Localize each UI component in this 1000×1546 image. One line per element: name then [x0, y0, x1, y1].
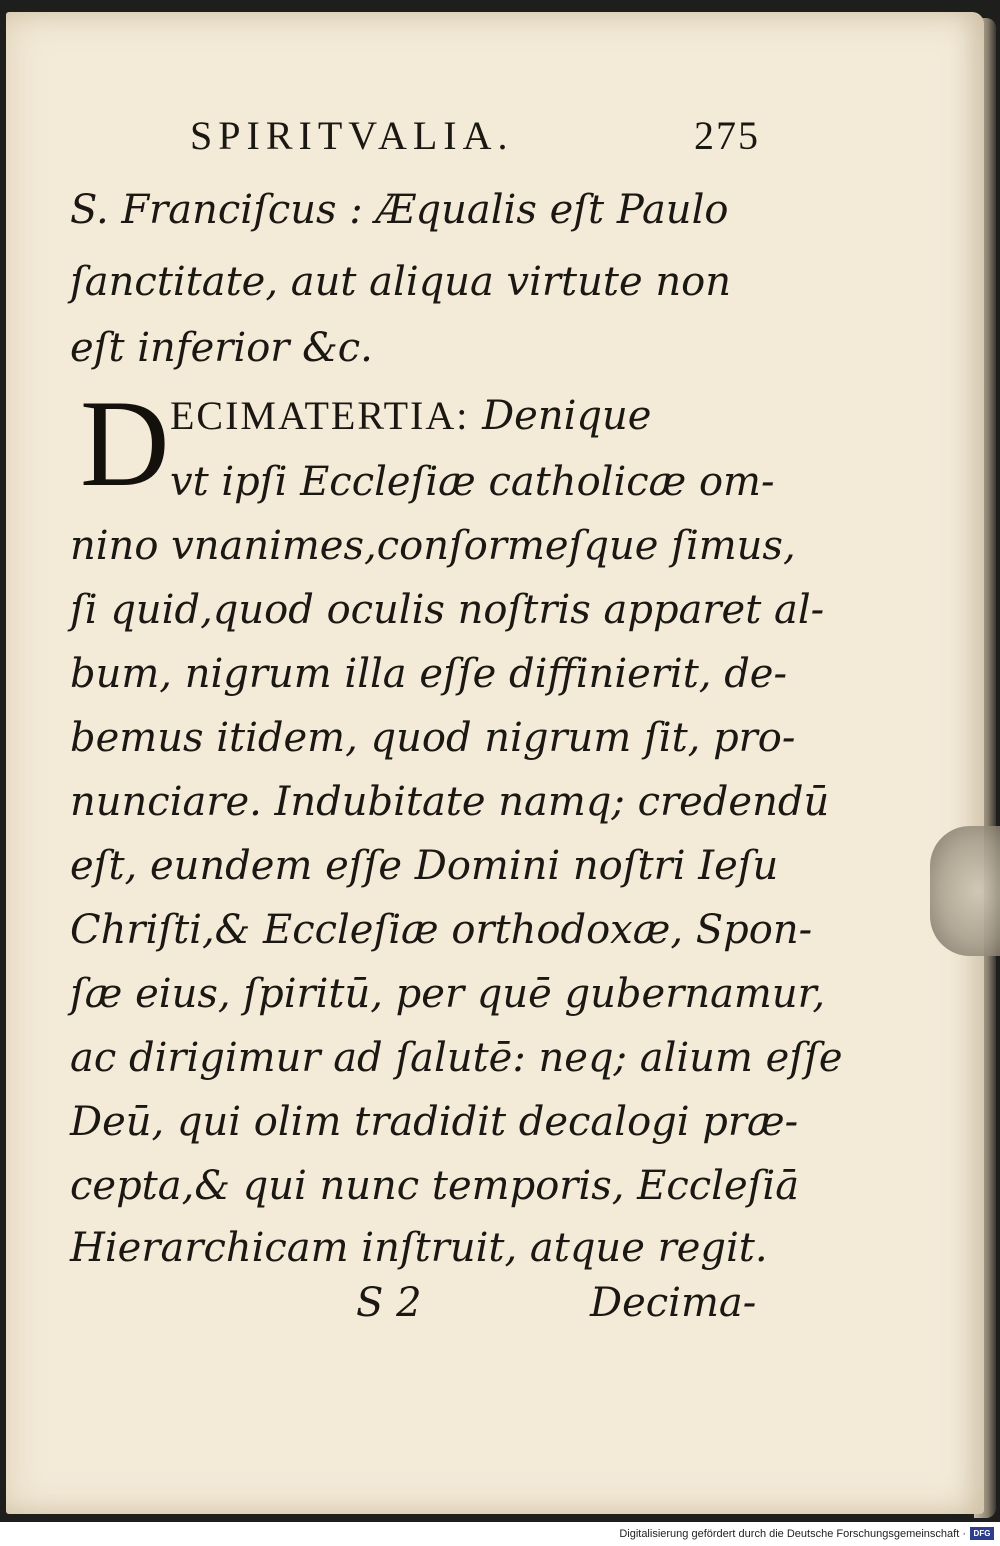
text-line: cepta,& qui nunc temporis, Eccleſiā [70, 1163, 800, 1209]
catchword: Decima- [590, 1280, 757, 1326]
text-line: Deū, qui olim tradidit decalogi præ- [70, 1099, 799, 1145]
dfg-logo-icon: DFG [970, 1527, 994, 1540]
page-header [190, 112, 770, 162]
book-page [6, 12, 984, 1514]
page-number: 275 [694, 113, 760, 158]
text-line: Chriſti,& Eccleſiæ orthodoxæ, Spon- [70, 907, 813, 953]
text-line: nunciare. Indubitate namq; credendū [70, 779, 830, 825]
book-clasp [930, 826, 1000, 956]
text-line: eſt inferior &c. [70, 325, 373, 371]
text-fragment: Denique [482, 393, 652, 439]
text-line: nino vnanimes,conſormeſque ſimus, [70, 523, 796, 569]
text-line: bum, nigrum illa eſſe diffinierit, de- [70, 651, 787, 697]
text-line: eſt, eundem eſſe Domini noſtri Ieſu [70, 843, 779, 889]
text-line: Hierarchicam inſtruit, atque regit. [70, 1225, 768, 1271]
text-line: ſæ eius, ſpiritū, per quē gubernamur, [70, 971, 826, 1017]
digitization-credit: Digitalisierung gefördert durch die Deutsche Forschungsgemeinschaft · [619, 1528, 966, 1540]
text-line: S. Franciſcus : Æqualis eſt Paulo [70, 187, 729, 233]
text-line: bemus itidem, quod nigrum ſit, pro- [70, 715, 796, 761]
caps-lead: ECIMATERTIA: [170, 393, 470, 438]
text-line: ſi quid,quod oculis noſtris apparet al- [70, 587, 825, 633]
drop-capital: D [80, 375, 170, 512]
running-title: SPIRITVALIA. [190, 113, 514, 158]
text-line: vt ipſi Eccleſiæ catholicæ om- [170, 459, 775, 505]
text-line: ſanctitate, aut aliqua virtute non [70, 259, 731, 305]
signature-mark: S 2 [356, 1280, 422, 1326]
text-line: ac dirigimur ad ſalutē: neq; alium eſſe [70, 1035, 843, 1081]
text-line [170, 393, 652, 439]
